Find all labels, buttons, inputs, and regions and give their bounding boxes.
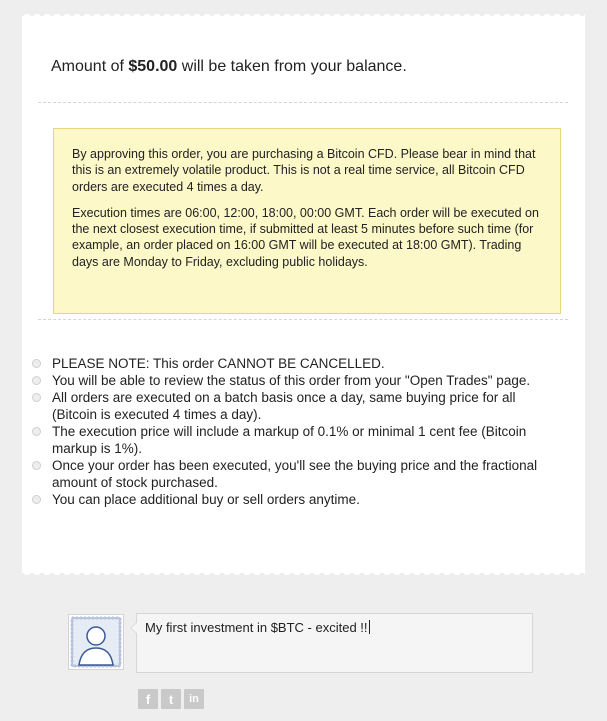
facebook-icon: f [145,691,151,707]
divider-bottom [38,319,568,320]
note-text: PLEASE NOTE: This order CANNOT BE CANCELLED. [52,356,385,371]
bullet-icon [32,393,41,402]
text-cursor [369,620,370,634]
list-item [32,457,562,491]
note-text: Once your order has been executed, you'll see the buying price and the fractional amount of stock purchased. [52,458,538,490]
amount-suffix: will be taken from your balance. [177,58,407,75]
amount-value: $50.00 [128,58,178,75]
list-item [32,372,562,389]
note-text: You will be able to review the status of this order from your "Open Trades" page. [52,373,531,388]
list-item [32,423,562,457]
amount-summary [51,58,571,76]
note-text: All orders are executed on a batch basis once a day, same buying price for all (Bitcoin is executed 4 times a day). [52,390,516,422]
amount-prefix: Amount of [51,58,129,75]
facebook-share-button[interactable] [138,689,158,709]
note-text: The execution price will include a markup of 0.1% or minimal 1 cent fee (Bitcoin markup is 1%). [52,424,527,456]
default-avatar-icon [69,615,123,669]
list-item [32,389,562,423]
bullet-icon [32,427,41,436]
list-item [32,491,562,508]
comment-text: My first investment in $BTC - excited !! [145,620,368,635]
social-share-bar [138,689,204,709]
list-item [32,355,562,372]
notice-paragraph-1: By approving this order, you are purchasing a Bitcoin CFD. Please bear in mind that this is an extremely volatile product. This is not a real time service, all Bitcoin CFD orders are executed 4 times a day. [72,147,536,194]
bullet-icon [32,376,41,385]
note-text: You can place additional buy or sell orders anytime. [52,492,360,507]
notice-paragraph-2: Execution times are 06:00, 12:00, 18:00, 00:00 GMT. Each order will be executed on the next closest execution time, if submitted at least 5 minutes before such time (for example, an order placed on 16:00 GMT will be executed at 18:00 GMT). Trading days are Monday to Friday, excluding public holidays. [72,205,539,269]
twitter-share-button[interactable] [161,689,181,709]
twitter-icon: t [168,691,174,707]
linkedin-icon: in [189,693,199,705]
order-receipt-card [22,14,585,575]
linkedin-share-button[interactable] [184,689,204,709]
disclaimer-notice [53,128,561,314]
order-notes-list [32,355,562,508]
divider-top [38,102,568,103]
user-avatar [68,614,124,670]
comment-input[interactable] [136,613,533,673]
bullet-icon [32,495,41,504]
bullet-icon [32,461,41,470]
bullet-icon [32,359,41,368]
